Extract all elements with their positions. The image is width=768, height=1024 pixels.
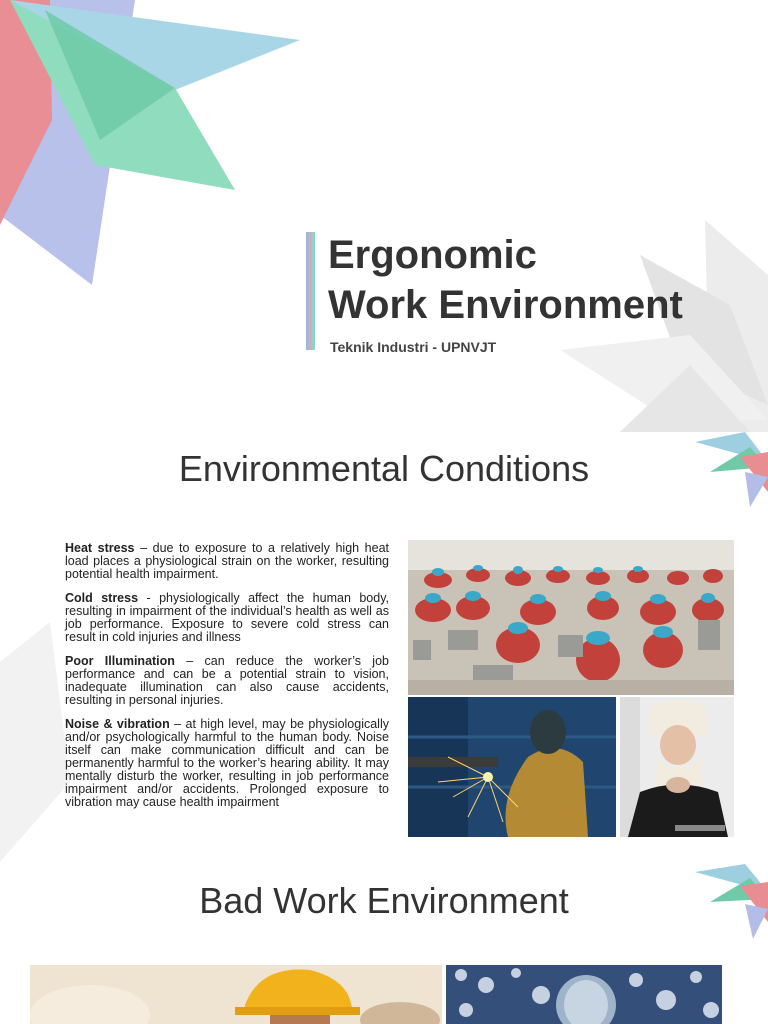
noise-vibration-item: Noise & vibration – at high level, may be physiologically and/or psychologically harmful to the human body. Noise itself can make communication difficult and can be permanently harmful to the worker’s hearing ability. It may mentally disturb the worker, resulting in job performance impairment and/or accidents. Prolonged exposure to vibration may cause health impairment (65, 717, 389, 809)
cold-person-photo (620, 697, 734, 837)
page-title (328, 230, 683, 330)
title-line-2: Work Environment (328, 283, 683, 327)
title-slide (0, 0, 768, 432)
welder-photo (408, 697, 616, 837)
snowy-frost-photo (446, 965, 722, 1024)
factory-workers-photo (408, 540, 734, 695)
petal-decoration-top-left (0, 0, 310, 300)
section-heading-2: Bad Work Environment (199, 880, 569, 921)
bad-work-environment-slide (0, 864, 768, 1024)
title-line-1: Ergonomic (328, 233, 537, 277)
heat-stress-item: Heat stress – due to exposure to a relatively high heat load places a physiological strain on the worker, resulting potential health impairment. (65, 541, 390, 581)
poor-illumination-item: Poor Illumination – can reduce the worker’s job performance and can be a potential strain to vision, inadequate illumination can also cause accidents, resulting in personal injuries. (65, 654, 389, 707)
environmental-conditions-slide (0, 432, 768, 864)
section-heading: Environmental Conditions (178, 448, 590, 489)
hardhat-worker-photo (30, 965, 442, 1024)
cold-stress-item: Cold stress - physiologically affect the human body, resulting in impairment of the individual’s health as well as job performance. Exposure to severe cold stress can result in cold injuries and illness (65, 591, 389, 644)
conditions-text (65, 542, 389, 820)
title-accent-bar (306, 232, 315, 350)
subtitle: Teknik Industri - UPNVJT (330, 339, 497, 355)
petal-decoration-left-faint (0, 622, 70, 864)
